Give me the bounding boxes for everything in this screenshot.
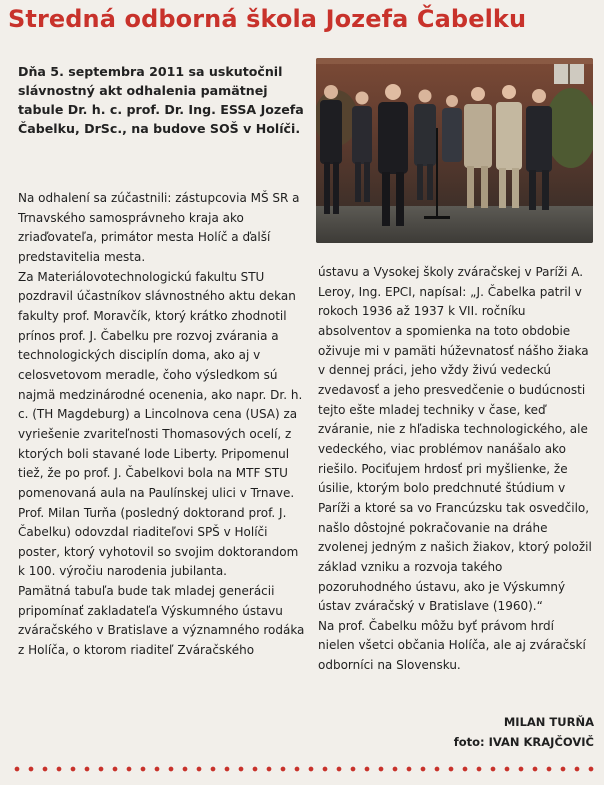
dotted-divider (10, 766, 594, 772)
paragraph: Za Materiálovotechnologickú fakultu STU pozdravil účastníkov slávnostného aktu dekan fakulty prof. Moravčík, ktorý krátko zhodnotil prínos prof. J. Čabelku pre rozvoj zvárania a technologických disciplín doma, ako aj v celosvetovom meradle, čoho výsledkom sú najmä medzinárodné ocenenia, ako napr. Dr. h. c. (TH Magdeburg) a Lincolnova cena (USA) za vyriešenie zvariteľnosti Thomasových ocelí, z ktorých boli stavané lode Liberty. Pripomenul tiež, že po prof. J. Čabelkovi bola na MTF STU pomenovaná aula na Paulínskej ulici v Trnave. (18, 269, 303, 500)
right-column (318, 263, 594, 676)
left-column (18, 189, 305, 661)
article-lead: Dňa 5. septembra 2011 sa uskutočnil slávnostný akt odhalenia pamätnej tabule Dr. h. c. prof. Dr. Ing. ESSA Jozefa Čabelku, DrSc., na budove SOŠ v Holíči. (18, 64, 304, 136)
paragraph: Pamätná tabuľa bude tak mladej generácii pripomínať zakladateľa Výskumného ústavu zváračského v Bratislave a významného rodáka z Holíča, o ktorom riaditeľ Zváračského (18, 584, 305, 658)
photo-credit: foto: IVAN KRAJČOVIČ (453, 735, 594, 749)
author-signature: MILAN TURŇA (503, 715, 594, 729)
paragraph: ústavu a Vysokej školy zváračskej v Paríži A. Leroy, Ing. EPCI, napísal: „J. Čabelka patril v rokoch 1936 až 1937 k VII. ročníku absolventov a spomienka na toto obdobie oživuje mi v pamäti húževnatosť nášho žiaka v dennej práci, jeho vždy živú vedeckú zvedavosť a jeho presvedčenie o budúcnosti tejto ešte mladej techniky v čase, keď zváranie, nie z hľadiska technologického, ale vedeckého, viac problémov nanášalo ako riešilo. Pociťujem hrdosť pri myšlienke, že úsilie, ktorým bolo predchnuté štúdium v Paríži a ktoré sa vo Francúzsku tak osvedčilo, našlo dôstojné pokračovanie na dráhe zvolenej jedným z našich žiakov, ktorý položil základ vzniku a rozvoja takého pozoruhodného ústavu, ako je Výskumný ústav zváračský v Bratislave (1960).“ (318, 265, 592, 614)
paragraph: Na prof. Čabelku môžu byť právom hrdí nielen všetci občania Holíča, ale aj zváračskí odborníci na Slovensku. (318, 618, 586, 673)
paragraph: Prof. Milan Turňa (posledný doktorand prof. J. Čabelku) odovzdal riaditeľovi SPŠ v Holíči poster, ktorý vyhotovil so svojim doktorandom k 100. výročiu narodenia jubilanta. (18, 505, 299, 579)
article-headline: Stredná odborná škola Jozefa Čabelku (8, 5, 527, 33)
paragraph: Na odhalení sa zúčastnili: zástupcovia MŠ SR a Trnavského samosprávneho kraja ako zriaďovateľa, primátor mesta Holíč a ďalší predstavitelia mesta. (18, 191, 300, 264)
ceremony-photo (316, 58, 593, 243)
